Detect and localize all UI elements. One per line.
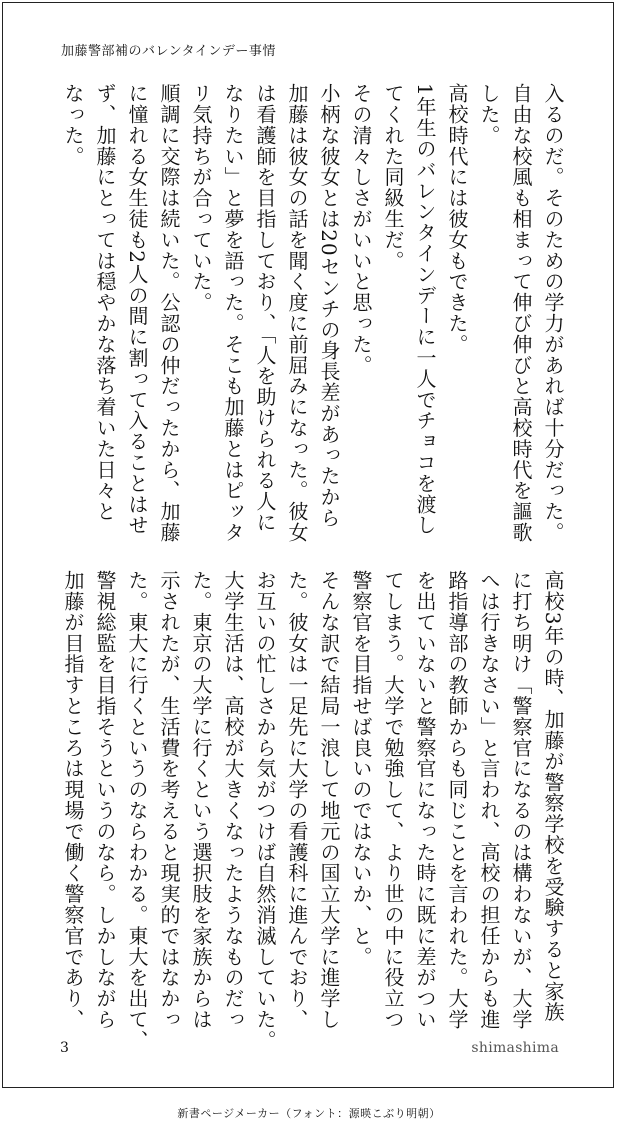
- text-line: 加藤は彼女の話を聞く度に前屈みになった。彼女: [285, 83, 309, 543]
- text-line: 高校3年の時、加藤が警察学校を受験すると家族: [541, 570, 565, 1023]
- text-line: てしまう。大学で勉強して、より世の中に役立つ: [381, 570, 405, 1030]
- text-line: 路指導部の教師からも同じことを言われた。大学: [445, 570, 469, 1030]
- text-line: 高校時代には彼女もできた。: [445, 83, 469, 355]
- footer-caption: 新書ページメーカー（フォント：源暎こぶり明朝）: [177, 1107, 441, 1120]
- text-line: た。東京の大学に行くという選択肢を家族からは: [189, 570, 213, 1030]
- page-number: 3: [60, 1040, 69, 1056]
- text-line: た。彼女は一足先に大学の看護科に進んでおり、: [285, 570, 309, 1030]
- text-line: 大学生活は、高校が大きくなったようなものだっ: [221, 570, 245, 1030]
- text-line: 入るのだ。そのための学力があれば十分だった。: [541, 83, 565, 543]
- author-name: shimashima: [471, 1040, 559, 1056]
- text-line: てくれた同級生だ。: [381, 83, 405, 272]
- text-line: に憧れる女生徒も2人の間に割って入ることはせ: [125, 83, 149, 536]
- text-line: そんな訳で結局一浪して地元の国立大学に進学し: [317, 570, 341, 1030]
- text-line: へは行きなさい」と言われ、高校の担任からも進: [477, 570, 501, 1030]
- text-line: した。: [477, 83, 501, 146]
- text-line: 1年生のバレンタインデーに一人でチョコを渡し: [413, 83, 437, 536]
- text-line: は看護師を目指しており、「人を助けられる人に: [253, 83, 277, 533]
- text-line: に打ち明け「警察官になるのは構わないが、大学: [509, 570, 533, 1030]
- text-line: 示されたが、生活費を考えると現実的ではなかっ: [157, 570, 181, 1030]
- text-line: 警視総監を目指そうというのなら。しかしながら: [93, 570, 117, 1030]
- page: [2, 2, 614, 1088]
- text-line: た。東大に行くというのならわかる。東大を出て、: [125, 570, 149, 1051]
- text-line: リ気持ちが合っていた。: [189, 83, 213, 313]
- running-head: 加藤警部補のバレンタインデー事情: [61, 44, 276, 59]
- text-line: なった。: [61, 83, 85, 167]
- text-line: お互いの忙しさから気がつけば自然消滅していた。: [253, 570, 277, 1051]
- text-line: なりたい」と夢を語った。そこも加藤とはピッタ: [221, 83, 245, 543]
- text-line: 加藤が目指すところは現場で働く警察官であり、: [61, 570, 85, 1030]
- text-line: その清々しさがいいと思った。: [349, 83, 373, 376]
- text-line: 順調に交際は続いた。公認の仲だったから、加藤: [157, 83, 181, 543]
- text-line: 自由な校風も相まって伸び伸びと高校時代を謳歌: [509, 83, 533, 543]
- text-line: 小柄な彼女とは20センチの身長差があったから: [317, 83, 341, 529]
- text-line: ず、加藤にとっては穏やかな落ち着いた日々と: [93, 83, 117, 522]
- text-line: 警察官を目指せば良いのではないか、と。: [349, 570, 373, 968]
- text-line: を出ていないと警察官になった時に既に差がつい: [413, 570, 437, 1030]
